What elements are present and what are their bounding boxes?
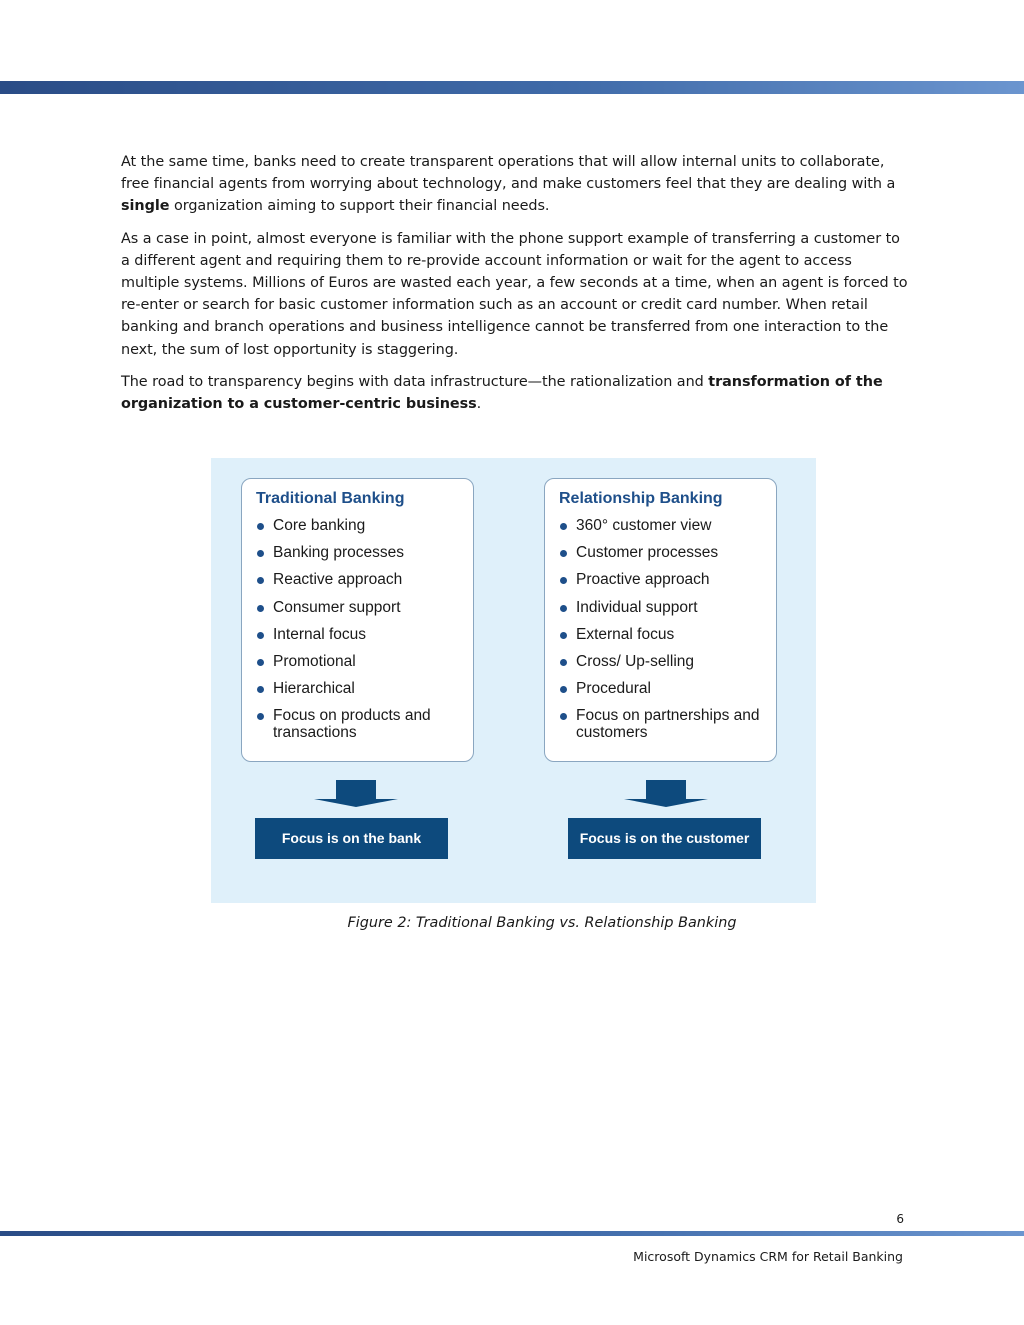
- bold-single: single: [121, 198, 170, 215]
- list-item: Banking processes: [256, 544, 466, 561]
- traditional-banking-list: [256, 517, 466, 752]
- bullet-icon: [560, 550, 567, 557]
- relationship-banking-list: [559, 517, 769, 752]
- paragraph-3: The road to transparency begins with data infrastructure—the rationalization and transformation of the organization to a customer-centric business.: [121, 373, 883, 413]
- bullet-icon: [560, 577, 567, 584]
- list-item: Reactive approach: [256, 571, 466, 588]
- figure-caption: Figure 2: Traditional Banking vs. Relationship Banking: [347, 915, 737, 931]
- bullet-icon: [257, 605, 264, 612]
- traditional-banking-title: Traditional Banking: [256, 490, 405, 507]
- list-item: Hierarchical: [256, 680, 466, 697]
- list-item: Internal focus: [256, 626, 466, 643]
- banking-comparison-figure: [211, 458, 816, 903]
- bullet-icon: [257, 550, 264, 557]
- header-accent-bar: [0, 81, 1024, 94]
- list-item: Focus on partnerships and customers: [559, 707, 769, 741]
- list-item: Procedural: [559, 680, 769, 697]
- list-item: Customer processes: [559, 544, 769, 561]
- down-arrow-icon: [314, 780, 398, 807]
- bullet-icon: [560, 632, 567, 639]
- bullet-icon: [257, 659, 264, 666]
- list-item: Promotional: [256, 653, 466, 670]
- footer-title: Microsoft Dynamics CRM for Retail Banking: [633, 1249, 903, 1264]
- paragraph-1: At the same time, banks need to create transparent operations that will allow internal units to collaborate, free financial agents from worrying about technology, and make customers feel that they are dealing with a single organization aiming to support their financial needs.: [121, 154, 896, 215]
- footer-accent-bar: [0, 1231, 1024, 1236]
- bullet-icon: [257, 686, 264, 693]
- body-text: [121, 151, 911, 425]
- page-number: 6: [896, 1212, 904, 1226]
- bold-transformation: transformation of the organization to a customer-centric business: [121, 373, 883, 413]
- list-item: Cross/ Up-selling: [559, 653, 769, 670]
- bullet-icon: [560, 713, 567, 720]
- bullet-icon: [560, 523, 567, 530]
- down-arrow-icon: [624, 780, 708, 807]
- bullet-icon: [257, 632, 264, 639]
- focus-bank-box: Focus is on the bank: [255, 818, 448, 859]
- focus-customer-box: Focus is on the customer: [568, 818, 761, 859]
- paragraph-2: As a case in point, almost everyone is familiar with the phone support example of transferring a customer to a different agent and requiring them to re-provide account information or wait for the agent to access multiple systems. Millions of Euros are wasted each year, a few seconds at a time, when an agent is forced to re-enter or search for basic customer information such as an account or credit card number. When retail banking and branch operations and business intelligence cannot be transferred from one interaction to the next, the sum of lost opportunity is staggering.: [121, 230, 908, 358]
- list-item: External focus: [559, 626, 769, 643]
- list-item: Core banking: [256, 517, 466, 534]
- relationship-banking-panel: [544, 478, 777, 762]
- relationship-banking-title: Relationship Banking: [559, 490, 723, 507]
- list-item: Individual support: [559, 599, 769, 616]
- list-item: Proactive approach: [559, 571, 769, 588]
- bullet-icon: [560, 659, 567, 666]
- bullet-icon: [257, 713, 264, 720]
- list-item: 360° customer view: [559, 517, 769, 534]
- traditional-banking-panel: [241, 478, 474, 762]
- list-item: Consumer support: [256, 599, 466, 616]
- bullet-icon: [257, 577, 264, 584]
- list-item: Focus on products and transactions: [256, 707, 466, 741]
- bullet-icon: [560, 605, 567, 612]
- bullet-icon: [257, 523, 264, 530]
- bullet-icon: [560, 686, 567, 693]
